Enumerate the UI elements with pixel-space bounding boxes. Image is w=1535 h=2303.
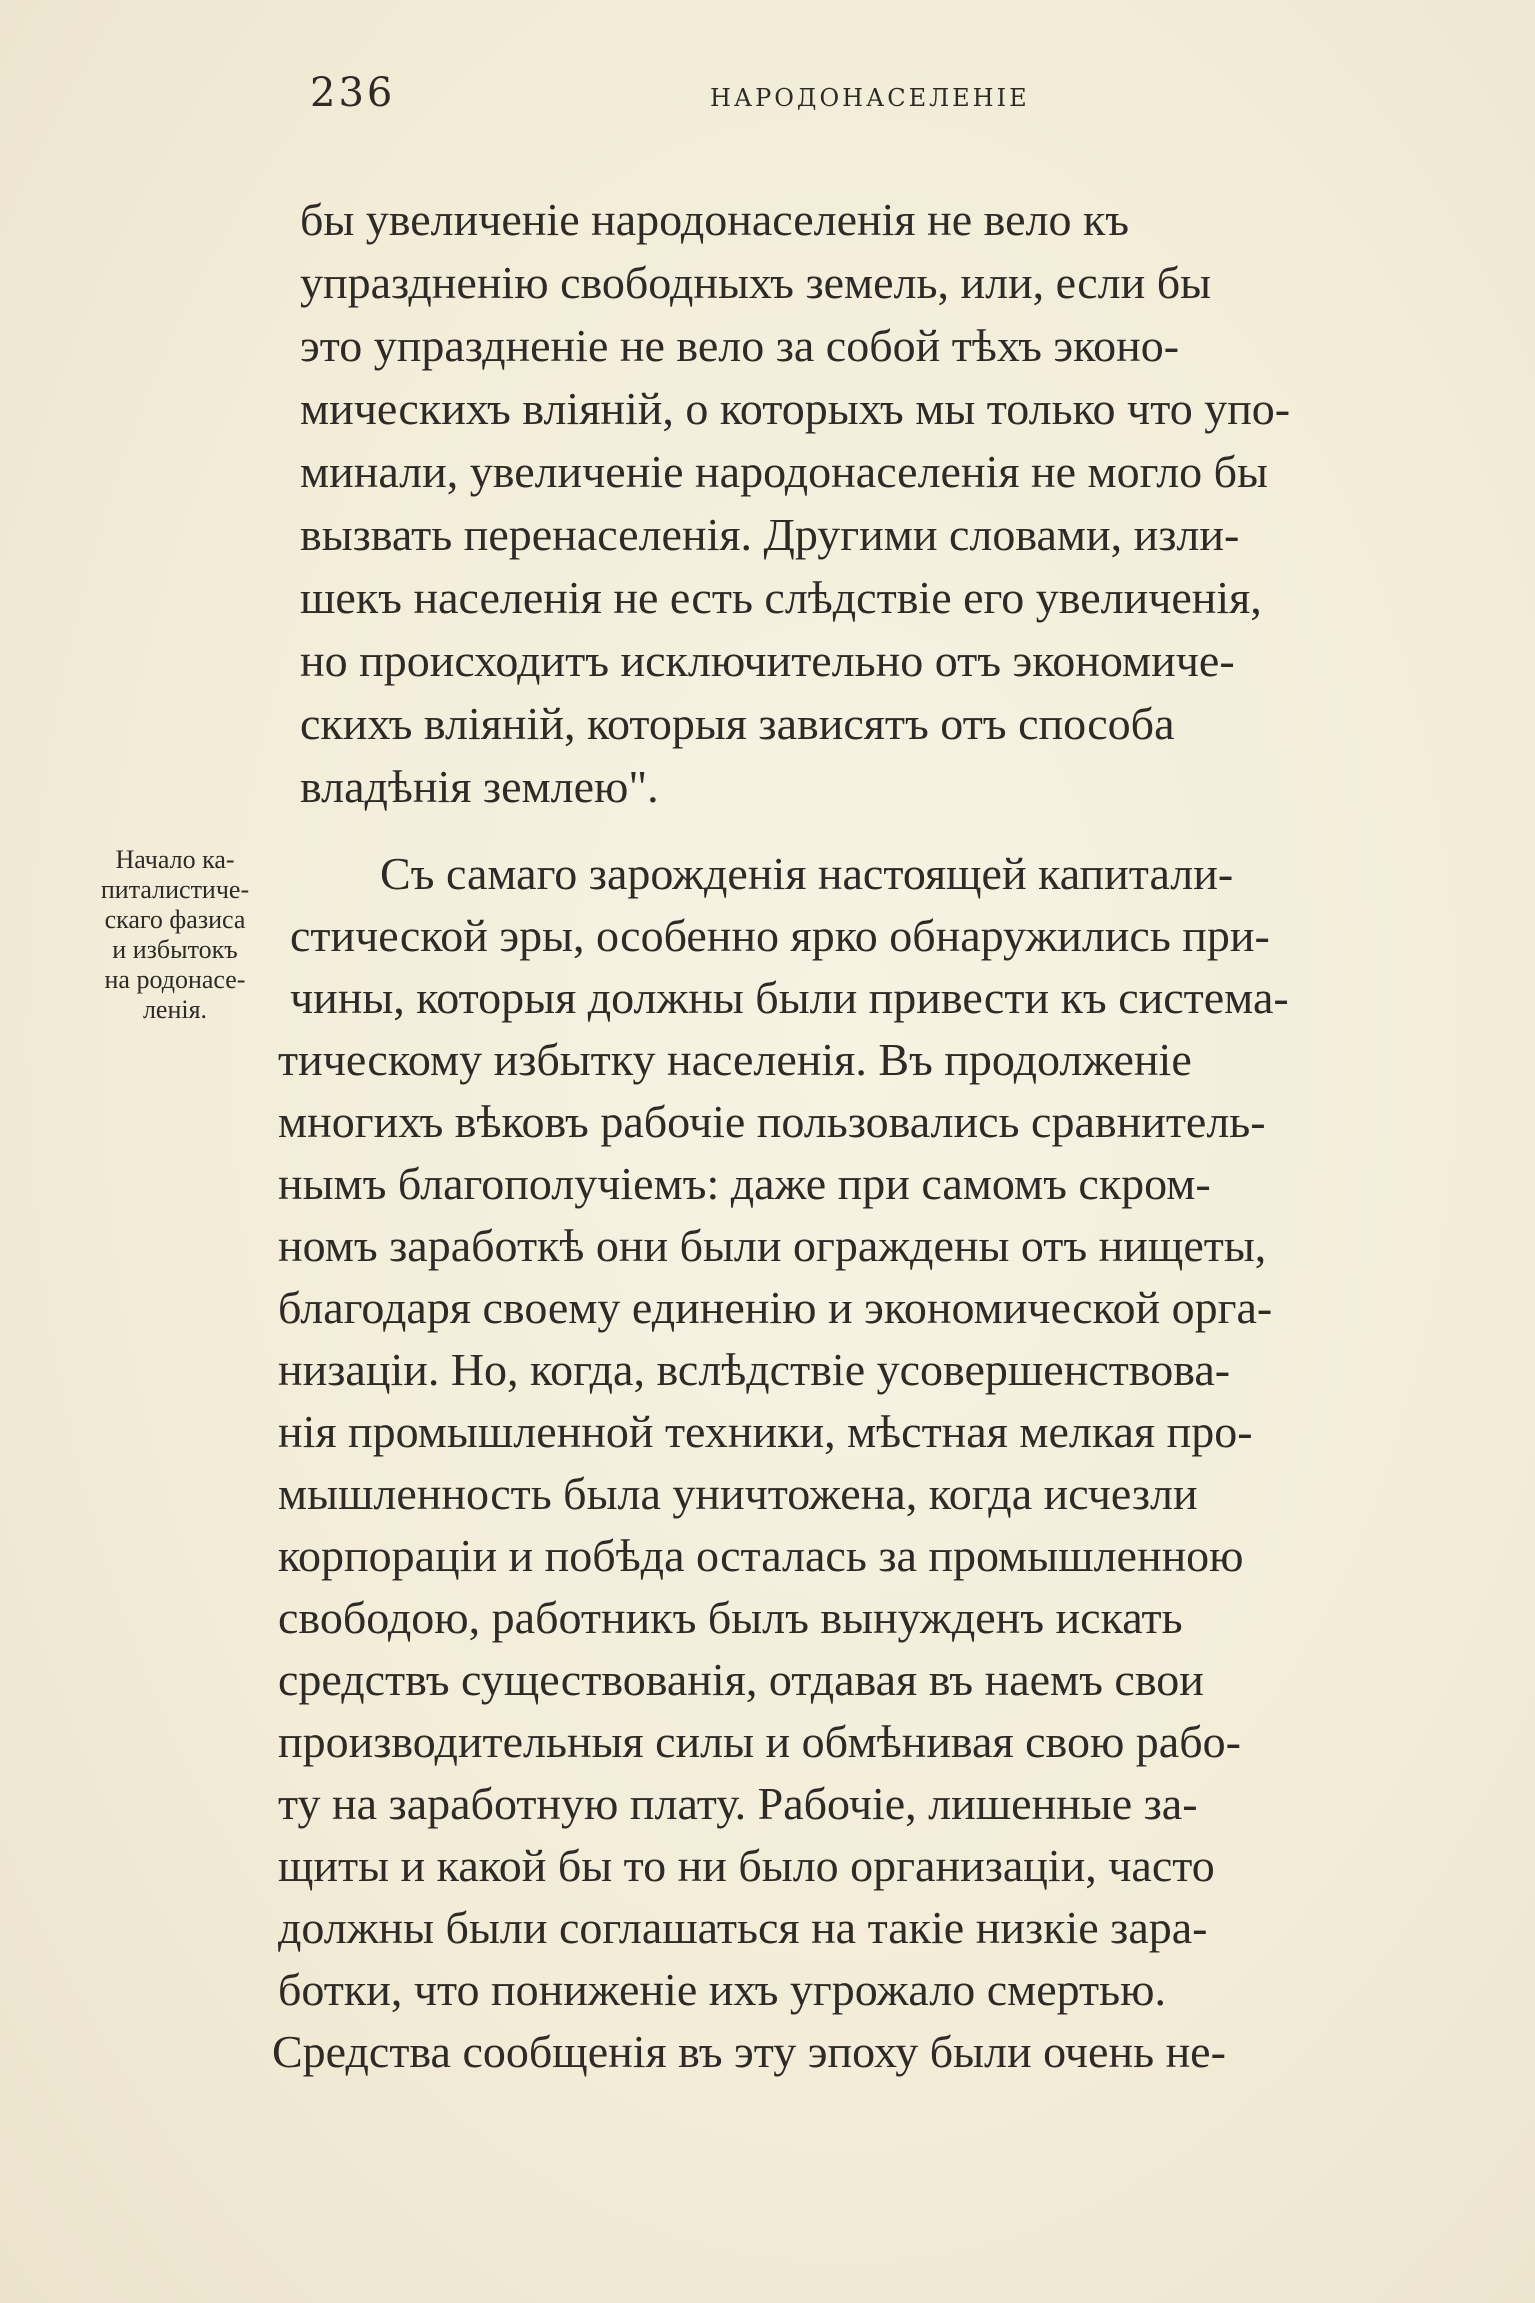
text-line: шекъ населенія не есть слѣдствіе его увеличенія,: [300, 572, 1262, 623]
text-line: нымъ благополучіемъ: даже при самомъ скром-: [278, 1158, 1211, 1209]
text-line: владѣнія землею".: [300, 761, 659, 812]
margin-note-line: ленія.: [142, 995, 208, 1024]
text-line: минали, увеличеніе народонаселенія не могло бы: [300, 446, 1268, 497]
running-head: НАРОДОНАСЕЛЕНІЕ: [710, 84, 1030, 112]
text-line: чины, которыя должны были привести къ система-: [290, 972, 1289, 1023]
text-line: производительныя силы и обмѣнивая свою рабо-: [278, 1716, 1241, 1767]
margin-note-line: и избытокъ: [112, 935, 238, 964]
text-line: упраздненію свободныхъ земель, или, если бы: [300, 257, 1212, 308]
text-line: номъ заработкѣ они были ограждены отъ нищеты,: [278, 1220, 1267, 1271]
margin-note-line: на родонасе-: [104, 965, 246, 994]
text-line: бы увеличеніе народонаселенія не вело къ: [300, 194, 1130, 245]
text-line: стической эры, особенно ярко обнаружились при-: [290, 910, 1270, 961]
text-line: ботки, что пониженіе ихъ угрожало смертью.: [278, 1964, 1166, 2015]
margin-note-line: скаго фазиса: [104, 905, 246, 934]
text-line: нія промышленной техники, мѣстная мелкая про-: [278, 1406, 1253, 1457]
margin-note-line: Начало ка-: [115, 845, 235, 874]
text-line: благодаря своему единенію и экономической орга-: [278, 1282, 1273, 1333]
page-number: 236: [310, 70, 396, 116]
text-line: тическому избытку населенія. Въ продолженіе: [278, 1034, 1192, 1085]
text-line: Средства сообщенія въ эту эпоху были очень не-: [272, 2026, 1226, 2077]
text-line: это упраздненіе не вело за собой тѣхъ эконо-: [300, 320, 1180, 371]
text-line: Съ самаго зарожденія настоящей капитали-: [380, 848, 1234, 899]
text-line: мическихъ вліяній, о которыхъ мы только что упо-: [300, 383, 1291, 434]
text-line: но происходитъ исключительно отъ экономиче-: [300, 635, 1235, 686]
text-line: корпораціи и побѣда осталась за промышленною: [278, 1530, 1244, 1581]
text-line: свободою, работникъ былъ вынужденъ искать: [278, 1592, 1183, 1643]
margin-note-line: питалистиче-: [100, 875, 250, 904]
page-header: [310, 70, 1440, 130]
text-line: низаціи. Но, когда, вслѣдствіе усовершенствова-: [278, 1344, 1231, 1395]
text-line: ту на заработную плату. Рабочіе, лишенные за-: [278, 1778, 1198, 1829]
text-line: многихъ вѣковъ рабочіе пользовались сравнитель-: [278, 1096, 1266, 1147]
text-line: должны были соглашаться на такіе низкіе зара-: [278, 1902, 1208, 1953]
text-line: мышленность была уничтожена, когда исчезли: [278, 1468, 1198, 1519]
text-line: вызвать перенаселенія. Другими словами, изли-: [300, 509, 1240, 560]
text-line: скихъ вліяній, которыя зависятъ отъ способа: [300, 698, 1175, 749]
text-line: щиты и какой бы то ни было организаціи, часто: [278, 1840, 1215, 1891]
text-line: средствъ существованія, отдавая въ наемъ свои: [278, 1654, 1204, 1705]
margin-note: [55, 845, 295, 1025]
